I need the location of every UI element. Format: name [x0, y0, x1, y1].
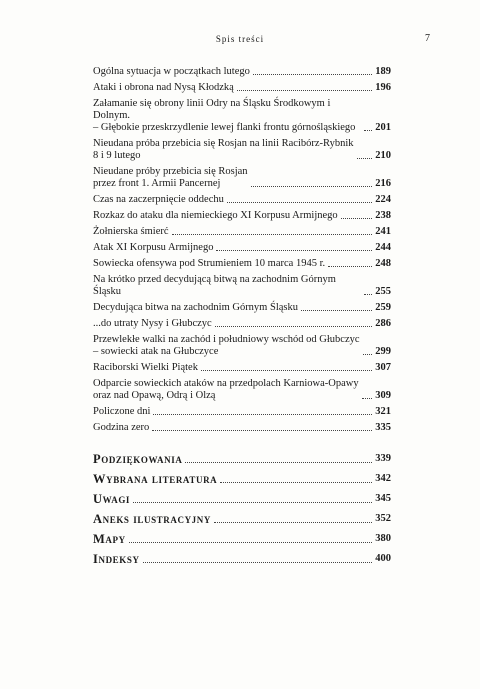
toc-entry-page: 196 — [375, 82, 391, 93]
toc-entry-title — [93, 274, 361, 298]
toc-entry-title-line: Czas na zaczerpnięcie oddechu — [93, 194, 224, 205]
toc-major-entry-page: 352 — [375, 513, 391, 524]
dot-leader — [237, 90, 372, 91]
toc-entry-title-line: Przewlekłe walki na zachód i południowy wschód od Głubczyc — [93, 334, 360, 345]
dot-leader — [227, 202, 372, 203]
toc-major-entry-title: Mapy — [93, 532, 126, 546]
dot-leader — [301, 310, 372, 311]
toc-entry-title-line: Rozkaz do ataku dla niemieckiego XI Korpusu Armijnego — [93, 210, 338, 221]
toc-major-entry-page: 339 — [375, 453, 391, 464]
toc-entry — [93, 210, 391, 222]
toc-entry-page: 309 — [375, 390, 391, 401]
toc-entry-page: 210 — [375, 150, 391, 161]
toc-entry-title — [93, 242, 213, 254]
toc-entry-title-line: Odparcie sowieckich ataków na przedpolach Karniowa-Opawy — [93, 378, 359, 389]
toc-entry-title — [93, 226, 169, 238]
toc-major-entry-page: 380 — [375, 533, 391, 544]
table-of-contents — [93, 66, 391, 572]
dot-leader — [172, 234, 373, 235]
dot-leader — [214, 522, 372, 523]
toc-entry-title — [93, 422, 149, 434]
dot-leader — [251, 186, 373, 187]
toc-entry-title — [93, 362, 198, 374]
dot-leader — [129, 542, 373, 543]
toc-major-entry — [93, 512, 391, 526]
toc-major-entry-title: Wybrana literatura — [93, 472, 218, 486]
toc-entry-title — [93, 82, 234, 94]
dot-leader — [362, 398, 373, 399]
toc-entry-page: 244 — [375, 242, 391, 253]
toc-entry-title-line: Ogólna sytuacja w początkach lutego — [93, 66, 250, 77]
toc-entry-title — [93, 302, 298, 314]
dot-leader — [363, 354, 373, 355]
dot-leader — [152, 430, 372, 431]
toc-entry-title — [93, 66, 250, 78]
toc-entry-title-line: – sowiecki atak na Głubczyce — [93, 346, 219, 357]
toc-entry-title-line: Załamanie się obrony linii Odry na Śląsku Środkowym i Dolnym. — [93, 98, 331, 121]
dot-leader — [133, 502, 372, 503]
toc-major-entry-title: Aneks ilustracyjny — [93, 512, 211, 526]
toc-entry-title-line: Ataki i obrona nad Nysą Kłodzką — [93, 82, 234, 93]
toc-entry-title-line: Na krótko przed decydującą bitwą na zachodnim Górnym Śląsku — [93, 274, 336, 297]
toc-entry-title-line: oraz nad Opawą, Odrą i Olzą — [93, 390, 216, 401]
toc-major-entry — [93, 532, 391, 546]
toc-entry — [93, 302, 391, 314]
toc-entry — [93, 226, 391, 238]
toc-entry-title-line: Sowiecka ofensywa pod Strumieniem 10 marca 1945 r. — [93, 258, 326, 269]
dot-leader — [220, 482, 372, 483]
toc-entry-title — [93, 318, 212, 330]
dot-leader — [364, 130, 372, 131]
toc-entry-page: 224 — [375, 194, 391, 205]
toc-entry-page: 241 — [375, 226, 391, 237]
toc-entry — [93, 242, 391, 254]
toc-entry-page: 248 — [375, 258, 391, 269]
toc-entry-title-line: Policzone dni — [93, 406, 151, 417]
toc-entry-title-line: 8 i 9 lutego — [93, 150, 141, 161]
dot-leader — [215, 326, 373, 327]
toc-entry-page: 201 — [375, 122, 391, 133]
toc-entry-title — [93, 334, 360, 358]
toc-entry — [93, 422, 391, 434]
toc-major-entry-title: Indeksy — [93, 552, 140, 566]
toc-major-entry-title: Podziękowania — [93, 452, 183, 466]
toc-entry-page: 286 — [375, 318, 391, 329]
toc-entry — [93, 362, 391, 374]
toc-entry-title-line: – Głębokie przeskrzydlenie lewej flanki frontu górnośląskiego — [93, 122, 356, 133]
toc-entry-title — [93, 98, 361, 134]
toc-major-entry — [93, 492, 391, 506]
dot-leader — [364, 294, 372, 295]
toc-entry-page: 335 — [375, 422, 391, 433]
toc-entry-title — [93, 406, 150, 418]
toc-entry-title — [93, 194, 224, 206]
dot-leader — [357, 158, 373, 159]
toc-major-entry-page: 400 — [375, 553, 391, 564]
dot-leader — [216, 250, 372, 251]
toc-entry — [93, 98, 391, 134]
toc-entry-title — [93, 166, 248, 190]
toc-entry-page: 189 — [375, 66, 391, 77]
toc-entry-page: 238 — [375, 210, 391, 221]
toc-entry-page: 259 — [375, 302, 391, 313]
toc-major-entry — [93, 452, 391, 466]
toc-entry-page: 299 — [375, 346, 391, 357]
dot-leader — [143, 562, 373, 563]
dot-leader — [341, 218, 373, 219]
toc-entry-page: 321 — [375, 406, 391, 417]
toc-major-entries — [93, 452, 391, 566]
toc-entry-title — [93, 210, 338, 222]
toc-entry-title-line: ...do utraty Nysy i Głubczyc — [93, 318, 212, 329]
toc-entry — [93, 318, 391, 330]
toc-entry-title-line: Raciborski Wielki Piątek — [93, 362, 198, 373]
toc-entry — [93, 378, 391, 402]
toc-entry — [93, 406, 391, 418]
toc-entry — [93, 66, 391, 78]
toc-entry — [93, 334, 391, 358]
toc-entry-title-line: przez front 1. Armii Pancernej — [93, 178, 221, 189]
toc-entry-title — [93, 258, 325, 270]
toc-entry-title-line: Atak XI Korpusu Armijnego — [93, 242, 214, 253]
toc-major-entry — [93, 552, 391, 566]
toc-major-entry-title: Uwagi — [93, 492, 131, 506]
toc-entry — [93, 138, 391, 162]
toc-entry — [93, 82, 391, 94]
toc-entries — [93, 66, 391, 434]
dot-leader — [153, 414, 372, 415]
toc-entry — [93, 166, 391, 190]
toc-major-entry-page: 345 — [375, 493, 391, 504]
toc-entry-title-line: Nieudana próba przebicia się Rosjan na linii Racibórz-Rybnik — [93, 138, 354, 149]
toc-entry-page: 255 — [375, 286, 391, 297]
dot-leader — [201, 370, 372, 371]
toc-entry-page: 216 — [375, 178, 391, 189]
toc-entry-title-line: Żołnierska śmierć — [93, 226, 169, 237]
toc-entry-page: 307 — [375, 362, 391, 373]
toc-entry-title — [93, 378, 359, 402]
page-number: 7 — [425, 33, 430, 44]
toc-entry-title-line: Nieudane próby przebicia się Rosjan — [93, 166, 248, 177]
toc-entry — [93, 194, 391, 206]
dot-leader — [185, 462, 372, 463]
toc-entry-title-line: Decydująca bitwa na zachodnim Górnym Śląsku — [93, 302, 298, 313]
toc-major-entry-page: 342 — [375, 473, 391, 484]
toc-entry-title-line: Godzina zero — [93, 422, 150, 433]
toc-entry — [93, 274, 391, 298]
toc-entry — [93, 258, 391, 270]
toc-major-entry — [93, 472, 391, 486]
toc-entry-title — [93, 138, 354, 162]
dot-leader — [253, 74, 372, 75]
dot-leader — [328, 266, 372, 267]
running-head: Spis treści — [215, 34, 265, 44]
